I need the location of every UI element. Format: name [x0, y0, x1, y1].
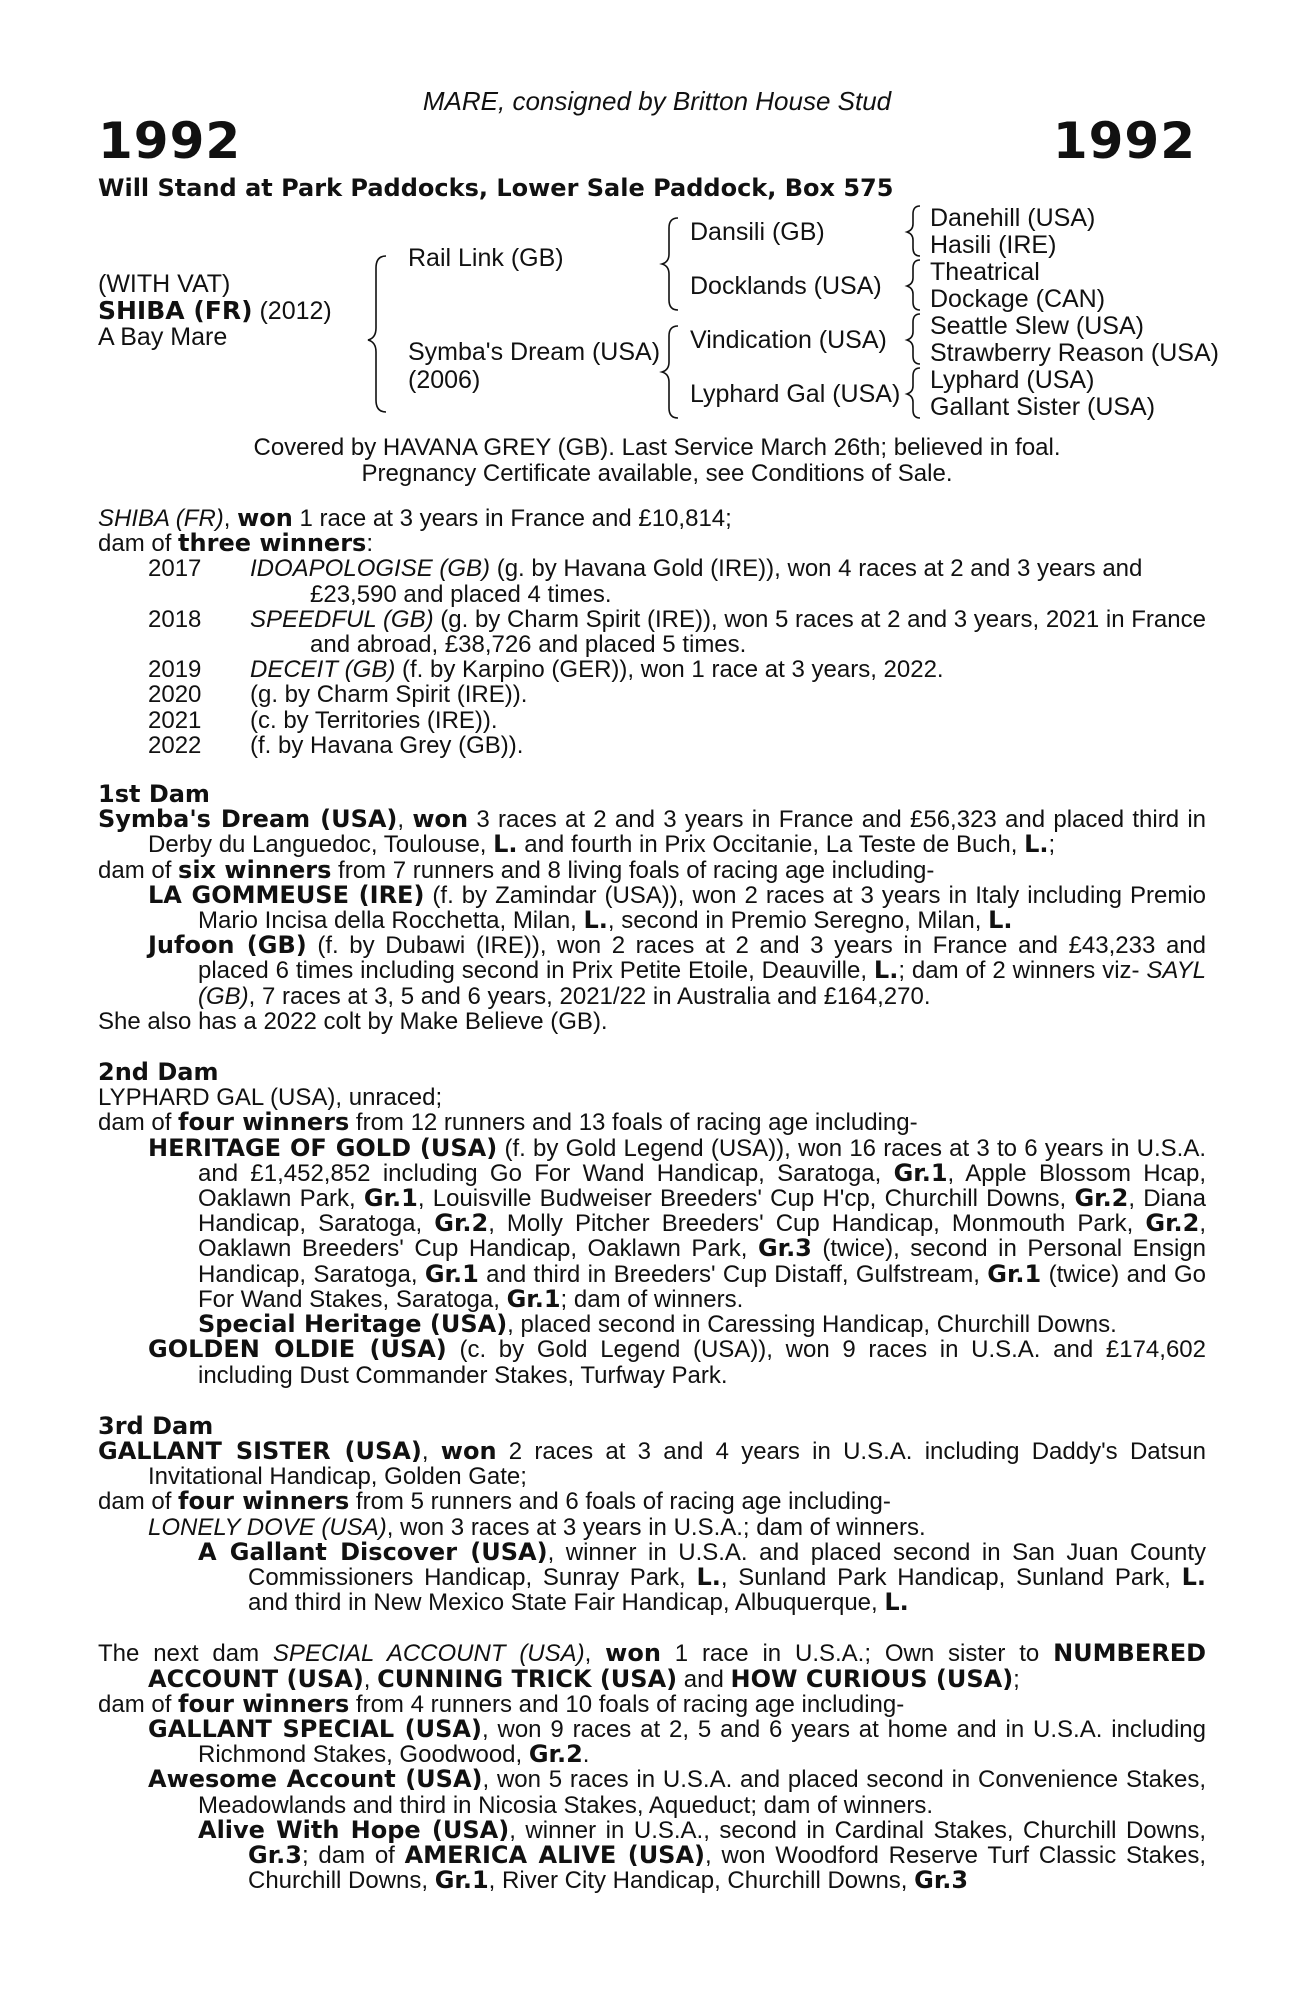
progeny-name: LA GOMMEUSE (IRE): [148, 880, 425, 909]
brace-ds: [907, 314, 920, 364]
foal-list: [98, 556, 1206, 758]
won-label: won: [440, 1436, 497, 1465]
progeny-sub-text: , winner in U.S.A. and placed second in San Juan County Commissioners Handicap, Sunray Park,: [248, 1538, 1207, 1591]
progeny-sub-name: Alive With Hope (USA): [198, 1815, 510, 1844]
damof-prefix: dam of: [98, 856, 179, 884]
dam2-heading: 2nd Dam: [98, 1058, 219, 1087]
progeny-sub-name: A Gallant Discover (USA): [198, 1537, 548, 1566]
dam4-text: 1 race in U.S.A.; Own sister to: [660, 1640, 1054, 1668]
dam2-progeny-1: [98, 1133, 1207, 1313]
listed-label: L.: [1181, 1562, 1206, 1591]
foal-name: IDOAPOLOGISE (GB): [250, 555, 491, 583]
lot-number-right: 1992: [1052, 112, 1196, 170]
progeny-text: , won 9 races at 2, 5 and 6 years at home and in U.S.A. including Richmond Stakes, Goodwood,: [198, 1715, 1206, 1769]
pedigree-sd: Docklands (USA): [690, 272, 882, 300]
progeny-sub-name: SAYL (GB): [198, 957, 1206, 1010]
progeny-name: HERITAGE OF GOLD (USA): [148, 1133, 498, 1162]
progeny-text: , Louisville Budweiser Breeders' Cup H'cp, Churchill Downs,: [417, 1185, 1075, 1213]
won-label: won: [605, 1639, 661, 1668]
progeny-text: (twice) and Go For Wand Stakes, Saratoga,: [198, 1260, 1207, 1313]
progeny-sub-text: , placed second in Caressing Handicap, Churchill Downs.: [507, 1311, 1117, 1339]
pedigree-ss: Dansili (GB): [690, 218, 825, 246]
horse-year: (2012): [259, 297, 332, 325]
progeny-sub-text: , winner in U.S.A., second in Cardinal Stakes, Churchill Downs,: [509, 1816, 1206, 1844]
dam1-progeny-1: [98, 880, 1207, 935]
progeny-text: , won 5 races in U.S.A. and placed second in Convenience Stakes, Meadowlands and third in Nicosia Stakes, Aqueduct; dam of winners.: [198, 1766, 1206, 1819]
dam1-also: She also has a 2022 colt by Make Believe (GB).: [98, 1007, 608, 1035]
progeny-text: ; dam of winners.: [560, 1285, 744, 1313]
progeny-text: (f. by Gold Legend (USA)), won 16 races at 3 to 6 years in U.S.A. and £1,452,852 including Go For Wand Handicap, Saratoga,: [198, 1134, 1207, 1187]
foal-text: (g. by Charm Spirit (IRE)), won 5 races at 2 and 3 years, 2021 in France and abroad, £38,726 and placed 5 times.: [310, 605, 1206, 659]
foal-year: 2022: [148, 731, 202, 759]
pedigree-ds: Vindication (USA): [690, 326, 887, 354]
dam4-progeny-2: [98, 1767, 1206, 1817]
progeny-grand-name: AMERICA ALIVE (USA): [404, 1840, 706, 1869]
damof-text: from 4 runners and 10 foals of racing age including-: [349, 1690, 905, 1718]
sister-name: HOW CURIOUS (USA): [730, 1664, 1014, 1693]
progeny-name: LONELY DOVE (USA): [148, 1513, 387, 1541]
progeny-sub-text: and third in New Mexico State Fair Handicap, Albuquerque,: [248, 1589, 885, 1617]
group-label: Gr.3: [914, 1866, 969, 1895]
dam1-text2: and fourth in Prix Occitanie, La Teste de Buch,: [517, 831, 1025, 859]
progeny-sub-text: , won Woodford Reserve Turf Classic Stakes, Churchill Downs,: [248, 1841, 1207, 1895]
progeny-text: (f. by Dubawi (IRE)), won 2 races at 2 and 3 years in France and £43,233 and placed 6 times including second in Prix Petite Etoile, Deauville,: [198, 932, 1206, 985]
dam4-text: ,: [584, 1640, 606, 1668]
dam2-progeny-2: [98, 1337, 1206, 1387]
dam1-heading: 1st Dam: [98, 780, 210, 809]
progeny-text: , second in Premio Seregno, Milan,: [607, 907, 989, 935]
progeny-text: , Diana Handicap, Saratoga,: [198, 1185, 1207, 1238]
foal-text: (f. by Havana Grey (GB)).: [250, 731, 524, 759]
foal-row: [98, 657, 1206, 682]
listed-label: L.: [696, 1562, 721, 1591]
progeny-sub-text: , River City Handicap, Churchill Downs,: [488, 1867, 915, 1895]
dam3-progeny-1: [98, 1515, 1206, 1540]
foal-year: 2020: [148, 681, 202, 709]
pedigree-dsd: Strawberry Reason (USA): [930, 339, 1219, 367]
dam4-text: ;: [1013, 1665, 1020, 1693]
pedigree-dam: Symba's Dream (USA): [408, 338, 661, 366]
horse-name: SHIBA (FR): [98, 296, 253, 325]
damof-prefix: dam of: [98, 1488, 179, 1516]
foal-text: (c. by Territories (IRE)).: [250, 706, 498, 734]
foal-year: 2021: [148, 706, 202, 734]
group-label: Gr.1: [363, 1184, 418, 1213]
produce-damof: [98, 531, 1206, 556]
lot-number-left: 1992: [98, 112, 242, 170]
dam4-text: The next dam: [98, 1640, 273, 1668]
brace-dd: [907, 368, 920, 418]
covered-note: Covered by HAVANA GREY (GB). Last Service March 26th; believed in foal.: [253, 434, 1061, 461]
winners-count: four winners: [178, 1108, 350, 1137]
pedigree-sds: Theatrical: [930, 258, 1040, 286]
damof-prefix: dam of: [98, 1690, 179, 1718]
dam2-damof: [98, 1110, 1206, 1135]
dam4-summary: The next dam SPECIAL ACCOUNT (USA), won 1 race in U.S.A.; Own sister to NUMBERED ACCOUNT (USA), CUNNING TRICK (USA) and HOW CURIOUS (USA);: [98, 1639, 1207, 1693]
progeny-text: and third in Breeders' Cup Distaff, Gulfstream,: [478, 1260, 988, 1288]
dam2-intro: LYPHARD GAL (USA), unraced;: [98, 1084, 443, 1112]
sister-name: CUNNING TRICK (USA): [377, 1664, 678, 1693]
foal-name: DECEIT (GB): [250, 656, 396, 684]
winners-count: three winners: [178, 529, 367, 558]
dam1-text: 3 races at 2 and 3 years in France and £56,323 and placed third in Derby du Languedoc, Toulouse,: [148, 806, 1206, 859]
brace-dam: [662, 326, 678, 418]
listed-label: L.: [873, 956, 899, 985]
progeny-name: Jufoon (GB): [148, 931, 307, 960]
foal-text: (f. by Karpino (GER)), won 1 race at 3 years, 2022.: [395, 656, 944, 684]
pedigree-ssd: Hasili (IRE): [930, 231, 1057, 259]
foal-year: 2018: [148, 605, 202, 633]
dam1-summary: Symba's Dream (USA), won 3 races at 2 and 3 years in France and £56,323 and placed third in Derby du Languedoc, Toulouse, L. and fourth in Prix Occitanie, La Teste de Buch, L.;: [98, 805, 1206, 859]
progeny-sub-name: Special Heritage (USA): [198, 1310, 508, 1339]
dam3-text: 2 races at 3 and 4 years in U.S.A. including Daddy's Datsun Invitational Handicap, Golden Gate;: [148, 1437, 1206, 1491]
produce-intro-text: 1 race at 3 years in France and £10,814;: [292, 505, 732, 532]
foal-text: (g. by Havana Gold (IRE)), won 4 races at 2 and 3 years and £23,590 and placed 4 times.: [310, 555, 1143, 608]
progeny-sub-text: , 7 races at 3, 5 and 6 years, 2021/22 in Australia and £164,270.: [248, 982, 931, 1010]
pedigree-braces: [0, 0, 1314, 440]
pedigree-dds: Lyphard (USA): [930, 366, 1095, 394]
pedigree-ddd: Gallant Sister (USA): [930, 393, 1156, 421]
group-label: Gr.3: [757, 1234, 812, 1263]
pedigree-sire: Rail Link (GB): [408, 244, 564, 272]
foal-row: [98, 682, 1206, 707]
pregnancy-note: Pregnancy Certificate available, see Conditions of Sale.: [361, 460, 953, 487]
damof-end: :: [366, 530, 373, 558]
consignor-line: MARE, consigned by Britton House Stud: [422, 86, 892, 116]
group-label: Gr.2: [1074, 1184, 1129, 1213]
stand-location: Will Stand at Park Paddocks, Lower Sale Paddock, Box 575: [98, 174, 894, 202]
pedigree-dam-year: (2006): [408, 366, 481, 394]
dam4-progeny-1: GALLANT SPECIAL (USA), won 9 races at 2, 5 and 6 years at home and in U.S.A. including Richmond Stakes, Goodwood, Gr.2.: [148, 1714, 1206, 1769]
progeny-name: GOLDEN OLDIE (USA): [148, 1335, 447, 1364]
listed-label: L.: [583, 906, 608, 935]
horse-description: A Bay Mare: [98, 323, 228, 351]
dam3-progeny-sub: [98, 1537, 1207, 1617]
dam4-progeny-sub: [98, 1815, 1207, 1895]
group-label: Gr.1: [987, 1259, 1042, 1288]
progeny-text: , won 3 races at 3 years in U.S.A.; dam of winners.: [386, 1513, 926, 1541]
pedigree-dd: Lyphard Gal (USA): [690, 380, 901, 408]
dam3-damof: [98, 1489, 1206, 1514]
group-label: Gr.1: [434, 1866, 489, 1895]
dam4-name: SPECIAL ACCOUNT (USA): [272, 1640, 585, 1668]
damof-text: from 12 runners and 13 foals of racing age including-: [349, 1109, 918, 1137]
dam1-text3: ;: [1048, 831, 1056, 859]
listed-label: L.: [493, 830, 518, 859]
group-label: Gr.1: [893, 1158, 948, 1187]
group-label: Gr.2: [528, 1740, 583, 1769]
produce-horse-name: SHIBA (FR): [98, 505, 224, 532]
progeny-text: (twice), second in Personal Ensign Handicap, Saratoga,: [198, 1235, 1206, 1288]
group-label: Gr.2: [434, 1209, 489, 1238]
pedigree-sdd: Dockage (CAN): [930, 285, 1106, 313]
dam4-text: and: [677, 1665, 731, 1693]
pedigree-dss: Seattle Slew (USA): [930, 312, 1144, 340]
dam1-progeny-2: [98, 933, 1206, 1009]
damof-text: from 7 runners and 8 living foals of racing age including-: [331, 856, 935, 884]
winners-count: four winners: [178, 1689, 350, 1718]
damof-text: from 5 runners and 6 foals of racing age including-: [349, 1488, 891, 1516]
won-label: won: [237, 504, 293, 532]
progeny-text: , Oaklawn Breeders' Cup Handicap, Oaklawn Park,: [198, 1210, 1207, 1263]
progeny-text: ; dam of 2 winners viz-: [898, 957, 1140, 985]
dam4-damof: [98, 1689, 1206, 1718]
damof-prefix: dam of: [98, 1109, 179, 1137]
progeny-text: , Molly Pitcher Breeders' Cup Handicap, Monmouth Park,: [488, 1210, 1146, 1238]
progeny-text: (f. by Zamindar (USA)), won 2 races at 3 years in Italy including Premio Mario Incisa della Rocchetta, Milan,: [198, 881, 1207, 935]
group-label: Gr.1: [424, 1259, 479, 1288]
dam3-summary: GALLANT SISTER (USA), won 2 races at 3 and 4 years in U.S.A. including Daddy's Datsun Invitational Handicap, Golden Gate;: [98, 1436, 1206, 1491]
foal-row: [98, 733, 1206, 758]
pedigree-sss: Danehill (USA): [930, 204, 1096, 232]
progeny-sub-text: ; dam of: [301, 1841, 405, 1869]
foal-row: [98, 556, 1206, 606]
dam1-damof: [98, 855, 1206, 884]
progeny-name: GALLANT SPECIAL (USA): [148, 1714, 482, 1743]
sister-name: NUMBERED ACCOUNT (USA): [148, 1639, 1207, 1693]
vat-note: (WITH VAT): [98, 270, 231, 298]
progeny-name: Awesome Account (USA): [148, 1765, 483, 1794]
brace-sire: [662, 218, 678, 310]
group-label: Gr.3: [248, 1840, 302, 1869]
brace-ss: [907, 206, 920, 256]
foal-name: SPEEDFUL (GB): [250, 605, 434, 633]
listed-label: L.: [884, 1588, 909, 1617]
progeny-text: , Apple Blossom Hcap, Oaklawn Park,: [198, 1159, 1207, 1213]
produce-intro: SHIBA (FR), won 1 race at 3 years in France and £10,814;: [98, 504, 732, 532]
dam3-name: GALLANT SISTER (USA): [98, 1436, 422, 1465]
winners-count: four winners: [178, 1487, 350, 1516]
progeny-text: (c. by Gold Legend (USA)), won 9 races in U.S.A. and £174,602 including Dust Commander Stakes, Turfway Park.: [198, 1336, 1206, 1389]
dam3-heading: 3rd Dam: [98, 1411, 214, 1440]
foal-year: 2019: [148, 656, 202, 684]
foal-year: 2017: [148, 555, 202, 583]
won-label: won: [412, 805, 469, 834]
group-label: Gr.2: [1145, 1209, 1200, 1238]
dam2-progeny-sub: [98, 1312, 1206, 1337]
group-label: Gr.1: [506, 1284, 561, 1313]
listed-label: L.: [1024, 830, 1049, 859]
produce-record: [98, 506, 1206, 1893]
progeny-sub-text: , Sunland Park Handicap, Sunland Park,: [720, 1563, 1182, 1591]
damof-prefix: dam of: [98, 530, 179, 558]
foal-text: (g. by Charm Spirit (IRE)).: [250, 681, 528, 709]
foal-row: [98, 607, 1206, 657]
brace-sd: [907, 260, 920, 310]
listed-label: L.: [988, 906, 1013, 935]
winners-count: six winners: [178, 855, 332, 884]
dam1-name: Symba's Dream (USA): [98, 805, 398, 834]
brace-main: [368, 256, 386, 412]
foal-row: [98, 708, 1206, 733]
